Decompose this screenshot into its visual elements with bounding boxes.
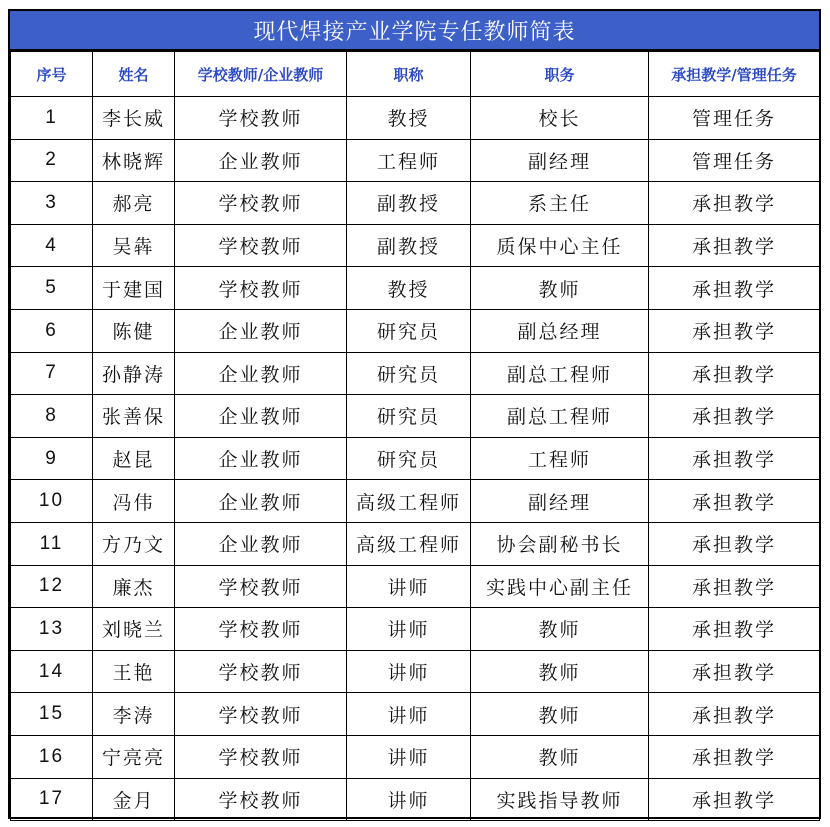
cell-position: 副总经理 — [471, 309, 649, 352]
cell-task: 承担教学 — [649, 267, 820, 310]
cell-task: 承担教学 — [649, 480, 820, 523]
cell-name: 廉杰 — [93, 565, 175, 608]
table-row — [11, 480, 820, 523]
cell-index: 6 — [11, 309, 93, 352]
cell-name: 陈健 — [93, 309, 175, 352]
cell-teacher-type: 企业教师 — [175, 480, 347, 523]
cell-title: 教授 — [347, 97, 471, 140]
cell-task: 承担教学 — [649, 608, 820, 651]
table-row — [11, 778, 820, 821]
cell-index: 12 — [11, 565, 93, 608]
staff-table-frame — [8, 9, 821, 819]
cell-position: 副经理 — [471, 139, 649, 182]
cell-teacher-type: 学校教师 — [175, 778, 347, 821]
cell-name: 宁亮亮 — [93, 735, 175, 778]
cell-title: 研究员 — [347, 395, 471, 438]
cell-task: 承担教学 — [649, 650, 820, 693]
cell-title: 讲师 — [347, 735, 471, 778]
cell-teacher-type: 学校教师 — [175, 735, 347, 778]
cell-teacher-type: 企业教师 — [175, 352, 347, 395]
cell-position: 副经理 — [471, 480, 649, 523]
cell-position: 质保中心主任 — [471, 224, 649, 267]
cell-task: 管理任务 — [649, 97, 820, 140]
cell-task: 承担教学 — [649, 309, 820, 352]
cell-teacher-type: 学校教师 — [175, 182, 347, 225]
cell-task: 承担教学 — [649, 182, 820, 225]
cell-name: 林晓辉 — [93, 139, 175, 182]
cell-position: 教师 — [471, 735, 649, 778]
cell-title: 讲师 — [347, 650, 471, 693]
cell-title: 研究员 — [347, 437, 471, 480]
cell-index: 16 — [11, 735, 93, 778]
table-row — [11, 650, 820, 693]
cell-index: 14 — [11, 650, 93, 693]
table-row — [11, 565, 820, 608]
cell-position: 教师 — [471, 608, 649, 651]
cell-title: 研究员 — [347, 309, 471, 352]
cell-title: 工程师 — [347, 139, 471, 182]
table-row — [11, 693, 820, 736]
cell-title: 教授 — [347, 267, 471, 310]
cell-index: 4 — [11, 224, 93, 267]
cell-name: 吴犇 — [93, 224, 175, 267]
table-row — [11, 395, 820, 438]
cell-position: 教师 — [471, 650, 649, 693]
cell-teacher-type: 企业教师 — [175, 437, 347, 480]
table-row — [11, 437, 820, 480]
cell-index: 9 — [11, 437, 93, 480]
cell-teacher-type: 学校教师 — [175, 565, 347, 608]
cell-task: 承担教学 — [649, 352, 820, 395]
cell-title: 高级工程师 — [347, 522, 471, 565]
cell-teacher-type: 学校教师 — [175, 693, 347, 736]
staff-table — [10, 51, 820, 821]
cell-name: 刘晓兰 — [93, 608, 175, 651]
cell-title: 高级工程师 — [347, 480, 471, 523]
cell-position: 教师 — [471, 693, 649, 736]
cell-title: 讲师 — [347, 565, 471, 608]
cell-position: 工程师 — [471, 437, 649, 480]
cell-position: 教师 — [471, 267, 649, 310]
cell-index: 2 — [11, 139, 93, 182]
table-row — [11, 522, 820, 565]
cell-teacher-type: 企业教师 — [175, 395, 347, 438]
table-row — [11, 608, 820, 651]
cell-index: 11 — [11, 522, 93, 565]
cell-name: 王艳 — [93, 650, 175, 693]
cell-title: 副教授 — [347, 182, 471, 225]
cell-position: 系主任 — [471, 182, 649, 225]
cell-title: 讲师 — [347, 608, 471, 651]
cell-title: 讲师 — [347, 778, 471, 821]
cell-task: 承担教学 — [649, 735, 820, 778]
cell-task: 承担教学 — [649, 224, 820, 267]
cell-task: 承担教学 — [649, 395, 820, 438]
cell-task: 承担教学 — [649, 778, 820, 821]
cell-position: 副总工程师 — [471, 395, 649, 438]
cell-name: 李长威 — [93, 97, 175, 140]
cell-task: 承担教学 — [649, 565, 820, 608]
cell-teacher-type: 学校教师 — [175, 224, 347, 267]
cell-index: 7 — [11, 352, 93, 395]
header-row — [11, 52, 820, 97]
cell-name: 孙静涛 — [93, 352, 175, 395]
cell-name: 张善保 — [93, 395, 175, 438]
cell-teacher-type: 学校教师 — [175, 267, 347, 310]
cell-index: 13 — [11, 608, 93, 651]
cell-name: 赵昆 — [93, 437, 175, 480]
cell-teacher-type: 学校教师 — [175, 608, 347, 651]
cell-teacher-type: 企业教师 — [175, 522, 347, 565]
table-row — [11, 97, 820, 140]
table-row — [11, 309, 820, 352]
cell-index: 1 — [11, 97, 93, 140]
cell-name: 冯伟 — [93, 480, 175, 523]
table-row — [11, 182, 820, 225]
cell-index: 8 — [11, 395, 93, 438]
cell-name: 郝亮 — [93, 182, 175, 225]
cell-position: 协会副秘书长 — [471, 522, 649, 565]
cell-title: 副教授 — [347, 224, 471, 267]
table-row — [11, 224, 820, 267]
header-index: 序号 — [11, 52, 93, 97]
header-teacher-type: 学校教师/企业教师 — [175, 52, 347, 97]
header-title: 职称 — [347, 52, 471, 97]
table-title: 现代焊接产业学院专任教师简表 — [10, 11, 819, 51]
table-row — [11, 139, 820, 182]
cell-task: 承担教学 — [649, 437, 820, 480]
cell-teacher-type: 企业教师 — [175, 139, 347, 182]
cell-position: 副总工程师 — [471, 352, 649, 395]
cell-name: 李涛 — [93, 693, 175, 736]
table-row — [11, 267, 820, 310]
cell-name: 于建国 — [93, 267, 175, 310]
cell-task: 承担教学 — [649, 693, 820, 736]
cell-index: 17 — [11, 778, 93, 821]
header-task: 承担教学/管理任务 — [649, 52, 820, 97]
header-position: 职务 — [471, 52, 649, 97]
cell-title: 讲师 — [347, 693, 471, 736]
cell-position: 校长 — [471, 97, 649, 140]
cell-name: 金月 — [93, 778, 175, 821]
cell-title: 研究员 — [347, 352, 471, 395]
cell-task: 承担教学 — [649, 522, 820, 565]
table-row — [11, 735, 820, 778]
cell-teacher-type: 学校教师 — [175, 97, 347, 140]
cell-index: 5 — [11, 267, 93, 310]
cell-index: 3 — [11, 182, 93, 225]
cell-name: 方乃文 — [93, 522, 175, 565]
header-name: 姓名 — [93, 52, 175, 97]
cell-position: 实践中心副主任 — [471, 565, 649, 608]
cell-teacher-type: 学校教师 — [175, 650, 347, 693]
cell-teacher-type: 企业教师 — [175, 309, 347, 352]
cell-index: 10 — [11, 480, 93, 523]
cell-position: 实践指导教师 — [471, 778, 649, 821]
cell-index: 15 — [11, 693, 93, 736]
table-row — [11, 352, 820, 395]
cell-task: 管理任务 — [649, 139, 820, 182]
